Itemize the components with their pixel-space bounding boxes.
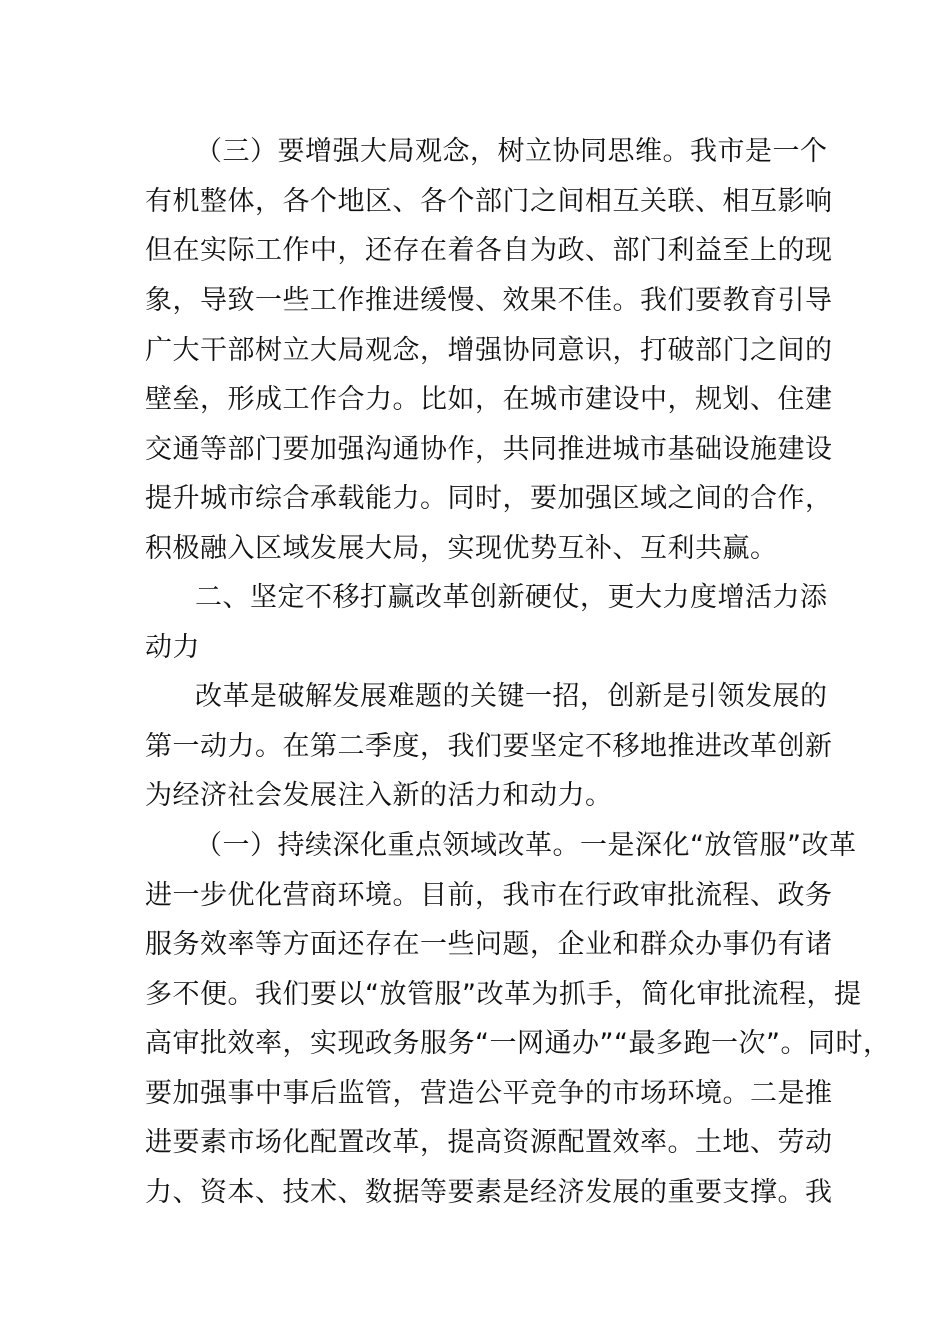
text-line: 广大干部树立大局观念，增强协同意识，打破部门之间的 — [145, 335, 833, 366]
text-line: 多不便。我们要以“放管服”改革为抓手，简化审批流程，提 — [145, 979, 862, 1010]
section-heading: 二、坚定不移打赢改革创新硬仗，更大力度增活力添 — [195, 582, 828, 613]
text-line: 为经济社会发展注入新的活力和动力。 — [145, 780, 613, 811]
text-line: 进一步优化营商环境。目前，我市在行政审批流程、政务 — [145, 880, 833, 911]
text-line: （一）持续深化重点领域改革。一是深化“放管服”改革 — [195, 830, 857, 861]
text-line: 积极融入区域发展大局，实现优势互补、互利共赢。 — [145, 533, 778, 564]
text-line: 高审批效率，实现政务服务“一网通办”“最多跑一次”。同时， — [145, 1028, 891, 1059]
section-heading-cont: 动力 — [145, 632, 200, 663]
text-line: 但在实际工作中，还存在着各自为政、部门利益至上的现 — [145, 235, 833, 266]
text-line: 提升城市综合承载能力。同时，要加强区域之间的合作， — [145, 483, 833, 514]
text-line: 要加强事中事后监管，营造公平竞争的市场环境。二是推 — [145, 1078, 833, 1109]
text-line: 改革是破解发展难题的关键一招，创新是引领发展的 — [195, 681, 828, 712]
text-line: 力、资本、技术、数据等要素是经济发展的重要支撑。我 — [145, 1177, 833, 1208]
text-line: 进要素市场化配置改革，提高资源配置效率。土地、劳动 — [145, 1127, 833, 1158]
text-line: 壁垒，形成工作合力。比如，在城市建设中，规划、住建 — [145, 384, 833, 415]
text-line: 有机整体，各个地区、各个部门之间相互关联、相互影响 — [145, 186, 833, 217]
text-line: （三）要增强大局观念，树立协同思维。我市是一个 — [195, 136, 828, 167]
text-line: 象，导致一些工作推进缓慢、效果不佳。我们要教育引导 — [145, 285, 833, 316]
text-line: 交通等部门要加强沟通协作，共同推进城市基础设施建设 — [145, 434, 833, 465]
text-line: 第一动力。在第二季度，我们要坚定不移地推进改革创新 — [145, 731, 833, 762]
text-line: 服务效率等方面还存在一些问题，企业和群众办事仍有诸 — [145, 929, 833, 960]
